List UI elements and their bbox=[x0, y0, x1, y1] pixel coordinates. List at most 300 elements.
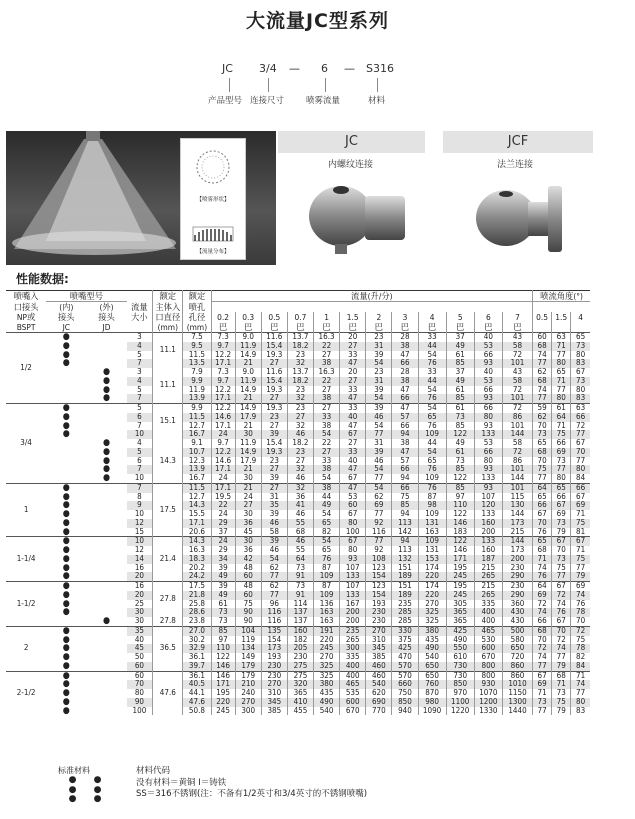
flow-value: 14.9 bbox=[235, 448, 261, 457]
flow-value: 730 bbox=[446, 662, 474, 671]
angle-value: 80 bbox=[552, 474, 571, 483]
flow-value: 1220 bbox=[446, 707, 474, 716]
header-bore: (mm) bbox=[153, 322, 183, 333]
code-model: JC bbox=[222, 62, 233, 75]
angle-value: 79 bbox=[552, 707, 571, 716]
jc-mark: ● bbox=[62, 500, 70, 511]
flow-value: 174 bbox=[418, 582, 446, 591]
flow-value: 27 bbox=[314, 448, 340, 457]
flow-value: 205 bbox=[287, 644, 313, 653]
flow-value: 720 bbox=[502, 653, 532, 662]
flow-value: 113 bbox=[392, 519, 418, 528]
flow-value: 400 bbox=[474, 617, 502, 626]
flow-value: 53 bbox=[474, 342, 502, 351]
orifice-diameter: 20.2 bbox=[183, 564, 211, 573]
angle-value: 70 bbox=[533, 519, 552, 528]
flow-value: 435 bbox=[418, 636, 446, 645]
flow-size: 90 bbox=[127, 698, 153, 707]
flow-value: 385 bbox=[366, 653, 392, 662]
jd-mark bbox=[86, 510, 126, 519]
flow-value: 109 bbox=[314, 572, 340, 581]
flow-value: 430 bbox=[502, 608, 532, 617]
flow-value: 49 bbox=[314, 501, 340, 510]
flow-value: 14.6 bbox=[211, 457, 235, 466]
jd-mark bbox=[86, 662, 126, 671]
flow-value: 80 bbox=[340, 546, 366, 555]
jc-mark: ● bbox=[62, 491, 70, 502]
angle-value: 74 bbox=[533, 653, 552, 662]
flow-value: 151 bbox=[392, 564, 418, 573]
flow-value: 146 bbox=[211, 671, 235, 680]
flow-value: 12.2 bbox=[211, 404, 235, 413]
flow-value: 92 bbox=[366, 519, 392, 528]
code-line bbox=[229, 78, 230, 92]
flow-value: 107 bbox=[340, 564, 366, 573]
angle-value: 73 bbox=[533, 430, 552, 439]
flow-value: 85 bbox=[446, 465, 474, 474]
flow-value: 17.1 bbox=[211, 465, 235, 474]
flow-value: 15.4 bbox=[261, 439, 287, 448]
header-orifice: (mm) bbox=[183, 322, 211, 333]
flow-value: 39 bbox=[261, 430, 287, 439]
flow-value: 101 bbox=[502, 359, 532, 368]
flow-value: 13.7 bbox=[287, 368, 313, 377]
flow-value: 108 bbox=[366, 555, 392, 564]
flow-value: 87 bbox=[314, 582, 340, 591]
flow-value: 49 bbox=[211, 591, 235, 600]
flow-value: 290 bbox=[502, 591, 532, 600]
angle-value: 68 bbox=[533, 546, 552, 555]
flow-value: 179 bbox=[235, 671, 261, 680]
jc-mark bbox=[46, 439, 86, 448]
pressure-header: 0.7 bbox=[287, 312, 313, 322]
material-label: 标准材料 bbox=[58, 766, 90, 775]
angle-value: 59 bbox=[533, 404, 552, 413]
header-inlet: BSPT bbox=[16, 322, 36, 332]
flow-value: 800 bbox=[474, 671, 502, 680]
flow-value: 77 bbox=[366, 537, 392, 546]
flow-value: 133 bbox=[474, 537, 502, 546]
flow-value: 265 bbox=[474, 591, 502, 600]
angle-value: 71 bbox=[552, 422, 571, 431]
flow-size: 7 bbox=[127, 359, 153, 368]
angle-value: 63 bbox=[552, 333, 571, 342]
angle-value: 80 bbox=[571, 465, 590, 474]
flow-value: 27 bbox=[340, 342, 366, 351]
flow-value: 96 bbox=[261, 600, 287, 609]
jc-mark bbox=[46, 386, 86, 395]
flow-value: 39 bbox=[261, 537, 287, 546]
flow-value: 17.1 bbox=[211, 422, 235, 431]
flow-value: 345 bbox=[366, 644, 392, 653]
angle-value: 67 bbox=[552, 537, 571, 546]
flow-value: 42 bbox=[235, 555, 261, 564]
flow-value: 19.3 bbox=[261, 404, 287, 413]
pressure-unit: 巴 bbox=[287, 322, 313, 333]
flow-value: 53 bbox=[474, 377, 502, 386]
flow-value: 22 bbox=[314, 342, 340, 351]
flow-value: 27 bbox=[314, 404, 340, 413]
flow-value: 167 bbox=[340, 600, 366, 609]
flow-value: 23 bbox=[287, 404, 313, 413]
flow-value: 72 bbox=[502, 448, 532, 457]
flow-value: 146 bbox=[446, 546, 474, 555]
code-line bbox=[268, 78, 269, 92]
flow-value: 33 bbox=[418, 368, 446, 377]
jc-mark: ● bbox=[62, 598, 70, 609]
flow-value: 31 bbox=[366, 377, 392, 386]
angle-value: 78 bbox=[571, 608, 590, 617]
jc-mark bbox=[46, 457, 86, 466]
flow-value: 54 bbox=[314, 537, 340, 546]
flow-value: 116 bbox=[261, 617, 287, 626]
orifice-diameter: 32.9 bbox=[183, 644, 211, 653]
jc-mark: ● bbox=[46, 537, 86, 546]
angle-value: 78 bbox=[571, 644, 590, 653]
section-title: 性能数据: bbox=[16, 272, 69, 286]
flow-value: 470 bbox=[392, 653, 418, 662]
flow-value: 21 bbox=[235, 422, 261, 431]
flow-value: 7.3 bbox=[211, 333, 235, 342]
flow-value: 270 bbox=[314, 653, 340, 662]
flow-value: 12.2 bbox=[211, 351, 235, 360]
flow-size: 20 bbox=[127, 572, 153, 581]
flow-value: 27 bbox=[314, 386, 340, 395]
angle-value: 69 bbox=[533, 680, 552, 689]
flow-value: 35 bbox=[261, 501, 287, 510]
pressure-header: 3 bbox=[392, 312, 418, 322]
jc-mark bbox=[46, 617, 86, 626]
angle-value: 70 bbox=[552, 546, 571, 555]
flow-value: 385 bbox=[261, 707, 287, 716]
inlet-size: 1-1/4 bbox=[6, 537, 46, 582]
flow-value: 335 bbox=[474, 600, 502, 609]
flow-value: 38 bbox=[314, 359, 340, 368]
flow-value: 325 bbox=[314, 662, 340, 671]
flow-value: 193 bbox=[366, 600, 392, 609]
flow-value: 144 bbox=[502, 430, 532, 439]
angle-value: 65 bbox=[571, 333, 590, 342]
angle-value: 83 bbox=[571, 707, 590, 716]
orifice-diameter: 11.5 bbox=[183, 351, 211, 360]
jd-mark bbox=[86, 519, 126, 528]
flow-size: 60 bbox=[127, 662, 153, 671]
flow-value: 240 bbox=[235, 689, 261, 698]
flow-size: 30 bbox=[134, 616, 144, 625]
flow-value: 14.6 bbox=[211, 413, 235, 422]
header-orifice: 额定 bbox=[183, 291, 211, 302]
orifice-diameter: 30.2 bbox=[183, 636, 211, 645]
flow-value: 580 bbox=[502, 636, 532, 645]
angle-value: 67 bbox=[571, 537, 590, 546]
flow-value: 19.5 bbox=[211, 493, 235, 502]
angle-value: 63 bbox=[571, 404, 590, 413]
flow-value: 23 bbox=[366, 368, 392, 377]
jd-mark bbox=[86, 342, 126, 351]
flow-value: 46 bbox=[366, 413, 392, 422]
flow-value: 67 bbox=[340, 430, 366, 439]
flow-value: 64 bbox=[287, 555, 313, 564]
flow-value: 16.3 bbox=[314, 333, 340, 342]
orifice-diameter: 13.9 bbox=[183, 394, 211, 403]
jc-mark: ● bbox=[62, 688, 70, 698]
flow-value: 37 bbox=[446, 333, 474, 342]
orifice-diameter: 24.2 bbox=[183, 572, 211, 581]
orifice-diameter: 12.3 bbox=[183, 457, 211, 466]
flow-value: 119 bbox=[235, 636, 261, 645]
header-inner: (内) bbox=[59, 302, 74, 312]
flow-value: 1300 bbox=[502, 698, 532, 707]
flow-value: 36 bbox=[235, 519, 261, 528]
flow-value: 300 bbox=[340, 644, 366, 653]
angle-value: 71 bbox=[552, 342, 571, 351]
flow-value: 12.2 bbox=[211, 448, 235, 457]
flow-value: 133 bbox=[474, 474, 502, 483]
flow-value: 122 bbox=[446, 510, 474, 519]
bore-diameter: 15.1 bbox=[153, 404, 183, 440]
flow-value: 40 bbox=[340, 413, 366, 422]
flow-value: 109 bbox=[418, 474, 446, 483]
header-outer: 接头 bbox=[98, 312, 115, 322]
jd-mark bbox=[86, 564, 126, 573]
flow-value: 80 bbox=[340, 519, 366, 528]
flow-value: 47 bbox=[340, 465, 366, 474]
header-flow: 流量(升/分) bbox=[211, 291, 533, 302]
flow-value: 11.6 bbox=[261, 368, 287, 377]
jc-nozzle-image bbox=[305, 174, 415, 264]
angle-value: 77 bbox=[571, 564, 590, 573]
angle-value: 66 bbox=[571, 483, 590, 492]
angle-value: 67 bbox=[552, 617, 571, 626]
flow-value: 46 bbox=[287, 430, 313, 439]
flow-value: 55 bbox=[287, 546, 313, 555]
flow-value: 195 bbox=[446, 582, 474, 591]
flow-value: 187 bbox=[474, 555, 502, 564]
angle-value: 72 bbox=[533, 600, 552, 609]
flow-size: 7 bbox=[137, 420, 142, 430]
pressure-header: 1.5 bbox=[340, 312, 366, 322]
code-dash: — bbox=[289, 62, 300, 75]
angle-value: 65 bbox=[552, 368, 571, 377]
angle-value: 77 bbox=[571, 689, 590, 698]
angle-value: 75 bbox=[571, 519, 590, 528]
flow-value: 122 bbox=[211, 653, 235, 662]
flow-value: 54 bbox=[366, 465, 392, 474]
orifice-diameter: 20.6 bbox=[183, 528, 211, 537]
flow-value: 27 bbox=[261, 422, 287, 431]
jc-mark bbox=[46, 368, 86, 377]
flow-value: 435 bbox=[314, 689, 340, 698]
flow-value: 44 bbox=[418, 439, 446, 448]
jc-mark: ● bbox=[62, 679, 70, 690]
flow-value: 270 bbox=[418, 600, 446, 609]
flow-value: 47 bbox=[392, 351, 418, 360]
angle-value: 79 bbox=[552, 528, 571, 537]
bore-diameter: 17.5 bbox=[153, 483, 183, 537]
flow-value: 37 bbox=[446, 368, 474, 377]
orifice-diameter: 14.3 bbox=[183, 501, 211, 510]
jd-mark bbox=[86, 644, 126, 653]
orifice-diameter: 40.5 bbox=[183, 680, 211, 689]
orifice-diameter: 25.8 bbox=[183, 600, 211, 609]
flow-value: 365 bbox=[287, 689, 313, 698]
flow-value: 22 bbox=[211, 501, 235, 510]
jd-mark: ● bbox=[102, 446, 111, 457]
jd-mark bbox=[86, 493, 126, 502]
flow-value: 500 bbox=[502, 626, 532, 635]
flow-value: 28 bbox=[392, 368, 418, 377]
flow-value: 73 bbox=[211, 608, 235, 617]
material-note: 材料代码 bbox=[136, 766, 171, 776]
table-row bbox=[6, 662, 590, 671]
flow-value: 23 bbox=[366, 333, 392, 342]
angle-value: 77 bbox=[552, 653, 571, 662]
flow-value: 275 bbox=[287, 662, 313, 671]
bore-diameter: 14.3 bbox=[153, 439, 183, 483]
flow-value: 66 bbox=[392, 394, 418, 403]
flow-value: 860 bbox=[502, 671, 532, 680]
flow-value: 149 bbox=[235, 653, 261, 662]
flow-value: 455 bbox=[287, 707, 313, 716]
flow-size: 4 bbox=[137, 438, 142, 447]
flow-value: 27 bbox=[340, 439, 366, 448]
flow-value: 80 bbox=[474, 413, 502, 422]
angle-value: 67 bbox=[552, 501, 571, 510]
bore-diameter: 11.1 bbox=[153, 368, 183, 404]
angle-value: 70 bbox=[533, 636, 552, 645]
angle-value: 79 bbox=[552, 662, 571, 671]
flow-value: 230 bbox=[261, 662, 287, 671]
flow-value: 85 bbox=[446, 422, 474, 431]
orifice-diameter: 9.1 bbox=[183, 439, 211, 448]
flow-value: 46 bbox=[287, 510, 313, 519]
flow-value: 144 bbox=[502, 474, 532, 483]
angle-value: 70 bbox=[571, 448, 590, 457]
angle-value: 74 bbox=[533, 564, 552, 573]
jc-mark bbox=[46, 465, 86, 474]
flow-value: 32 bbox=[287, 465, 313, 474]
angle-value: 73 bbox=[533, 698, 552, 707]
header-orifice: 孔径 bbox=[183, 312, 211, 322]
bore-diameter: 36.5 bbox=[153, 626, 183, 671]
jd-mark bbox=[86, 333, 126, 342]
flow-value: 11.9 bbox=[235, 377, 261, 386]
flow-value: 29 bbox=[211, 519, 235, 528]
flow-value: 265 bbox=[340, 636, 366, 645]
flow-value: 66 bbox=[474, 386, 502, 395]
flow-value: 47 bbox=[340, 422, 366, 431]
angle-value: 67 bbox=[571, 439, 590, 448]
flow-value: 54 bbox=[366, 483, 392, 492]
flow-value: 65 bbox=[418, 413, 446, 422]
jc-mark: ● bbox=[62, 509, 70, 519]
flow-value: 122 bbox=[446, 537, 474, 546]
flow-value: 183 bbox=[446, 528, 474, 537]
flow-value: 535 bbox=[340, 689, 366, 698]
flow-value: 32 bbox=[287, 483, 313, 492]
flow-value: 137 bbox=[287, 617, 313, 626]
flow-value: 62 bbox=[366, 493, 392, 502]
flow-value: 27 bbox=[314, 351, 340, 360]
flow-value: 270 bbox=[366, 626, 392, 635]
angle-value: 74 bbox=[552, 644, 571, 653]
orifice-diameter: 14.3 bbox=[183, 537, 211, 546]
flow-value: 31 bbox=[261, 493, 287, 502]
flow-value: 110 bbox=[211, 644, 235, 653]
flow-value: 365 bbox=[446, 617, 474, 626]
orifice-diameter: 47.6 bbox=[183, 698, 211, 707]
flow-value: 530 bbox=[474, 636, 502, 645]
angle-value: 74 bbox=[571, 591, 590, 600]
flow-value: 66 bbox=[474, 448, 502, 457]
flow-value: 18.2 bbox=[287, 439, 313, 448]
flow-value: 465 bbox=[474, 626, 502, 635]
flow-value: 800 bbox=[474, 662, 502, 671]
flow-value: 760 bbox=[418, 680, 446, 689]
angle-value: 73 bbox=[552, 519, 571, 528]
flow-value: 23 bbox=[287, 448, 313, 457]
flow-value: 66 bbox=[474, 404, 502, 413]
flow-size: 5 bbox=[127, 404, 153, 413]
flow-size: 7 bbox=[127, 394, 153, 403]
flow-value: 30 bbox=[235, 537, 261, 546]
header-flowsize: 流量 bbox=[131, 301, 148, 312]
code-label: 材料 bbox=[368, 96, 386, 106]
orifice-diameter: 39.7 bbox=[183, 662, 211, 671]
jd-mark bbox=[86, 528, 126, 537]
flow-value: 230 bbox=[366, 617, 392, 626]
flow-value: 73 bbox=[211, 617, 235, 626]
flow-value: 131 bbox=[418, 546, 446, 555]
angle-value: 77 bbox=[552, 465, 571, 474]
code-dash: — bbox=[344, 62, 355, 75]
flow-size: 10 bbox=[127, 430, 153, 439]
angle-value: 80 bbox=[571, 351, 590, 360]
flow-value: 1200 bbox=[474, 698, 502, 707]
flow-value: 171 bbox=[211, 680, 235, 689]
flow-value: 58 bbox=[261, 528, 287, 537]
flow-size: 4 bbox=[127, 377, 153, 386]
header-flowsize bbox=[127, 322, 153, 333]
flow-value: 85 bbox=[446, 359, 474, 368]
flow-value: 58 bbox=[502, 342, 532, 351]
flow-size: 10 bbox=[134, 509, 144, 518]
angle-value: 72 bbox=[552, 591, 571, 600]
flow-size: 8 bbox=[137, 491, 142, 501]
flow-value: 38 bbox=[314, 394, 340, 403]
flow-value: 54 bbox=[261, 555, 287, 564]
flow-value: 94 bbox=[392, 510, 418, 519]
flow-value: 58 bbox=[502, 439, 532, 448]
jc-mark: ● bbox=[46, 404, 86, 413]
flow-value: 24 bbox=[211, 474, 235, 483]
flow-value: 85 bbox=[446, 483, 474, 492]
flow-value: 1330 bbox=[474, 707, 502, 716]
variant-jcf-desc: 法兰连接 bbox=[497, 160, 534, 170]
flow-value: 60 bbox=[235, 591, 261, 600]
flow-value: 570 bbox=[392, 662, 418, 671]
flow-value: 650 bbox=[418, 662, 446, 671]
flow-value: 33 bbox=[340, 351, 366, 360]
flow-value: 38 bbox=[392, 377, 418, 386]
flow-value: 116 bbox=[261, 608, 287, 617]
flow-value: 93 bbox=[340, 555, 366, 564]
flow-value: 1100 bbox=[446, 698, 474, 707]
angle-value: 65 bbox=[552, 483, 571, 492]
pressure-unit: 巴 bbox=[392, 322, 418, 333]
flow-value: 490 bbox=[314, 698, 340, 707]
flow-value: 300 bbox=[235, 707, 261, 716]
